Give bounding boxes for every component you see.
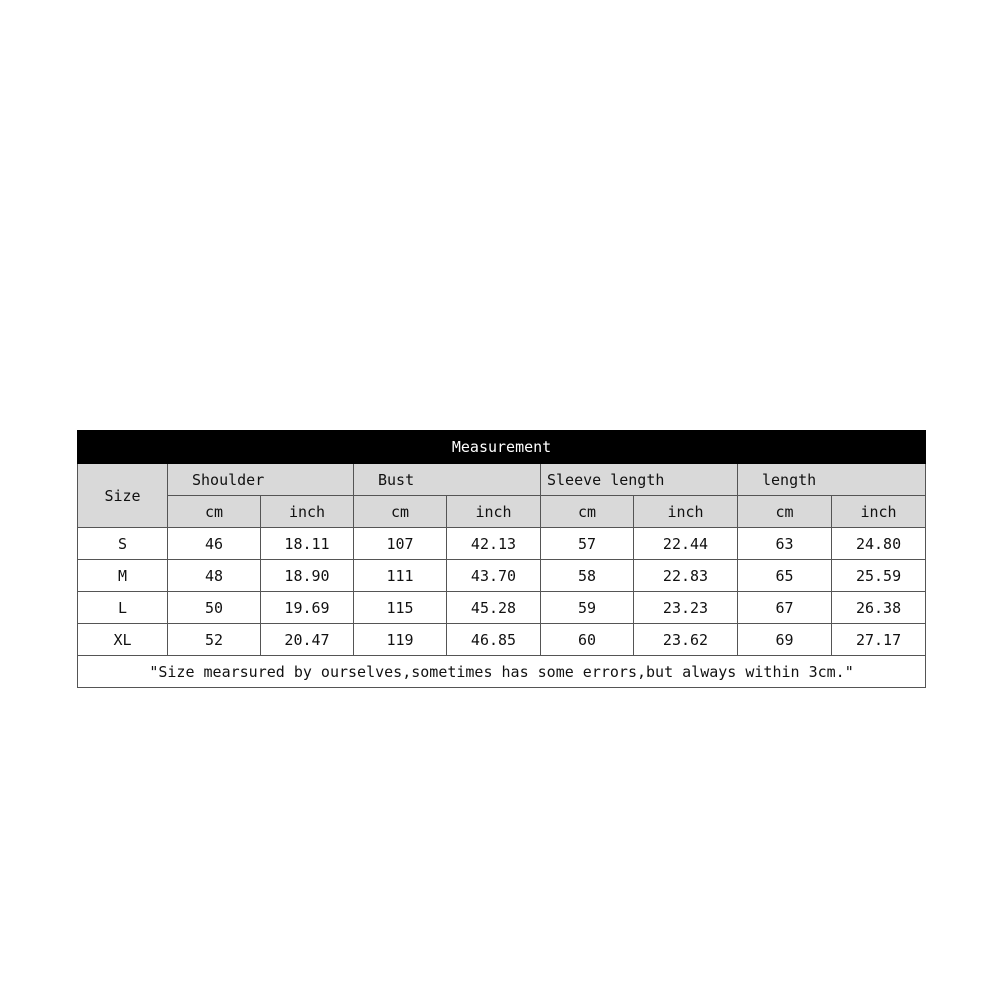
table-cell: 57 xyxy=(541,528,634,560)
table-cell: 60 xyxy=(541,624,634,656)
table-cell: 19.69 xyxy=(261,592,354,624)
unit-header: inch xyxy=(634,496,738,528)
table-row xyxy=(78,528,926,560)
table-cell: 23.62 xyxy=(634,624,738,656)
table-cell: 26.38 xyxy=(832,592,926,624)
table-title: Measurement xyxy=(78,431,926,464)
table-cell: 59 xyxy=(541,592,634,624)
table-cell: 25.59 xyxy=(832,560,926,592)
table-cell: 65 xyxy=(738,560,832,592)
table-cell: 52 xyxy=(168,624,261,656)
group-header-bust: Bust xyxy=(354,464,541,496)
group-header-shoulder: Shoulder xyxy=(168,464,354,496)
table-cell: 67 xyxy=(738,592,832,624)
table-cell: 50 xyxy=(168,592,261,624)
table-cell: 18.11 xyxy=(261,528,354,560)
size-cell: M xyxy=(78,560,168,592)
table-cell: 107 xyxy=(354,528,447,560)
group-header-sleeve-length: Sleeve length xyxy=(541,464,738,496)
unit-header: inch xyxy=(832,496,926,528)
table-cell: 18.90 xyxy=(261,560,354,592)
table-cell: 45.28 xyxy=(447,592,541,624)
table-row xyxy=(78,624,926,656)
table-cell: 22.44 xyxy=(634,528,738,560)
unit-header: cm xyxy=(541,496,634,528)
size-chart-table xyxy=(77,430,926,688)
table-cell: 46 xyxy=(168,528,261,560)
unit-header: inch xyxy=(261,496,354,528)
table-cell: 42.13 xyxy=(447,528,541,560)
size-column-header: Size xyxy=(78,464,168,528)
table-cell: 27.17 xyxy=(832,624,926,656)
note-row xyxy=(78,656,926,688)
table-cell: 22.83 xyxy=(634,560,738,592)
table-cell: 20.47 xyxy=(261,624,354,656)
table-cell: 24.80 xyxy=(832,528,926,560)
group-header-length: length xyxy=(738,464,926,496)
table-cell: 111 xyxy=(354,560,447,592)
table-cell: 115 xyxy=(354,592,447,624)
table-cell: 69 xyxy=(738,624,832,656)
size-cell: L xyxy=(78,592,168,624)
unit-header: cm xyxy=(168,496,261,528)
table-cell: 48 xyxy=(168,560,261,592)
table-row xyxy=(78,560,926,592)
unit-header: inch xyxy=(447,496,541,528)
table-row xyxy=(78,592,926,624)
measurement-note: "Size mearsured by ourselves,sometimes has some errors,but always within 3cm." xyxy=(78,656,926,688)
table-cell: 119 xyxy=(354,624,447,656)
unit-header: cm xyxy=(354,496,447,528)
table-cell: 46.85 xyxy=(447,624,541,656)
group-header-row xyxy=(78,464,926,496)
unit-header: cm xyxy=(738,496,832,528)
title-row xyxy=(78,431,926,464)
size-cell: S xyxy=(78,528,168,560)
unit-header-row xyxy=(78,496,926,528)
table-cell: 43.70 xyxy=(447,560,541,592)
size-cell: XL xyxy=(78,624,168,656)
table-cell: 23.23 xyxy=(634,592,738,624)
table-cell: 63 xyxy=(738,528,832,560)
table-cell: 58 xyxy=(541,560,634,592)
